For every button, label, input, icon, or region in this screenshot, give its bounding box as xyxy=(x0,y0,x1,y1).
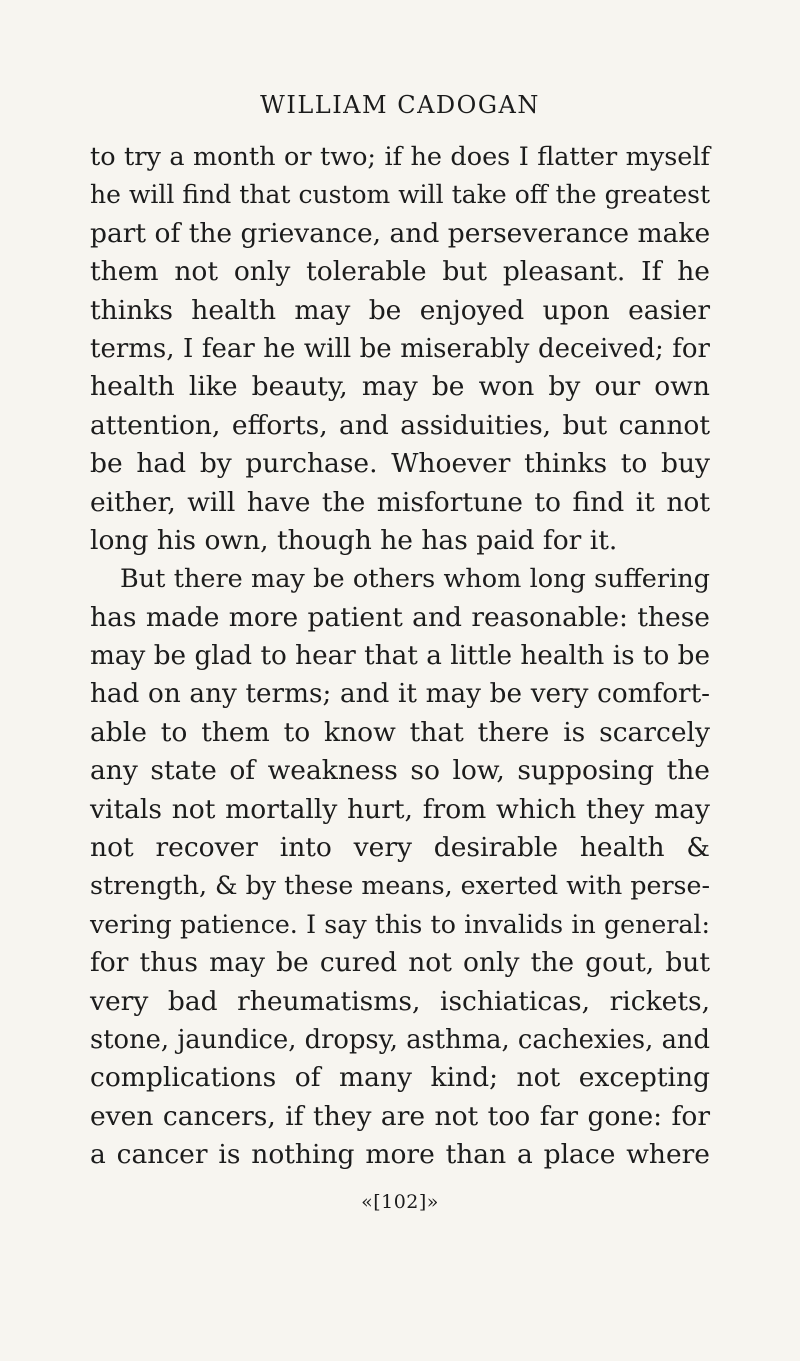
body-text xyxy=(90,138,710,1175)
text-line: may be glad to hear that a little health is to be xyxy=(90,641,710,672)
text-line: terms, I fear he will be miserably deceived; for xyxy=(90,333,710,364)
text-line: strength, & by these means, exerted with perse- xyxy=(90,871,710,901)
text-line: them not only tolerable but pleasant. If he xyxy=(90,256,710,288)
text-line: vitals not mortally hurt, from which they may xyxy=(90,793,710,825)
text-line: be had by purchase. Whoever thinks to buy xyxy=(90,448,710,480)
text-line: even cancers, if they are not too far gone: for xyxy=(90,1100,710,1132)
text-line: had on any terms; and it may be very comfort- xyxy=(90,679,710,710)
text-line: attention, efforts, and assiduities, but cannot xyxy=(90,409,710,441)
text-line: long his own, though he has paid for it. xyxy=(90,524,618,556)
text-line: any state of weakness so low, supposing the xyxy=(90,755,710,787)
running-head: WILLIAM CADOGAN xyxy=(260,91,540,119)
text-line: thinks health may be enjoyed upon easier xyxy=(90,294,710,326)
text-line: he will find that custom will take off the greatest xyxy=(90,180,710,210)
text-line: part of the grievance, and perseverance make xyxy=(90,217,711,249)
text-line: to try a month or two; if he does I flatter myself xyxy=(90,142,710,172)
text-line: able to them to know that there is scarcely xyxy=(90,716,710,748)
text-line: complications of many kind; not excepting xyxy=(90,1062,710,1094)
text-line: has made more patient and reasonable: these xyxy=(90,601,710,633)
text-line: vering patience. I say this to invalids in general: xyxy=(90,909,710,939)
text-line: very bad rheumatisms, ischiaticas, rickets, xyxy=(90,985,710,1017)
text-line: for thus may be cured not only the gout, but xyxy=(90,947,710,979)
text-line: But there may be others whom long suffering xyxy=(120,564,710,595)
text-line: not recover into very desirable health & xyxy=(90,832,710,864)
text-line: health like beauty, may be won by our own xyxy=(90,371,710,403)
text-line: either, will have the misfortune to find it not xyxy=(90,486,710,518)
text-line: a cancer is nothing more than a place where xyxy=(90,1139,710,1171)
text-line: stone, jaundice, dropsy, asthma, cachexies, and xyxy=(90,1024,710,1055)
page-number: «[102]» xyxy=(361,1191,439,1213)
